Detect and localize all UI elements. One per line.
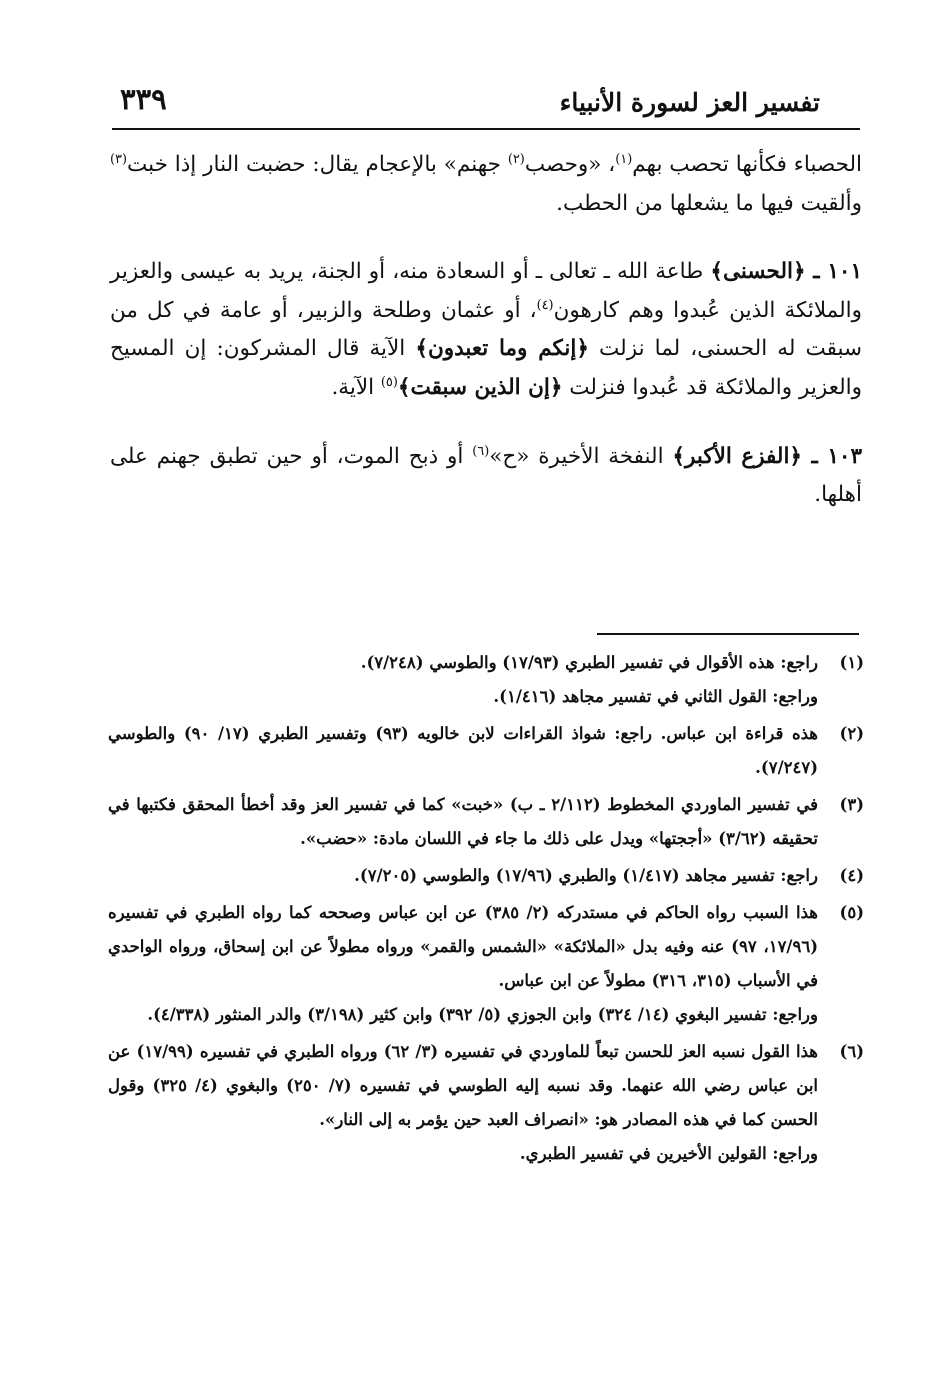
page-number: ٣٣٩ xyxy=(120,82,167,116)
header-rule xyxy=(112,128,860,130)
footnotes xyxy=(108,646,864,1174)
footnote-ref: (١) xyxy=(615,151,633,167)
footnote-6 xyxy=(108,1035,864,1171)
verse-number: ١٠١ ـ xyxy=(805,259,862,285)
footnote-text: وراجع: القول الثاني في تفسير مجاهد (١/٤١٦). xyxy=(493,687,818,706)
footnote-text: هذه قراءة ابن عباس. راجع: شواذ القراءات لابن خالويه (٩٣) وتفسير الطبري (١٧/ ٩٠) والطوسي (٧/٢٤٧). xyxy=(108,724,818,777)
text-run: وألقيت فيها ما يشعلها من الحطب. xyxy=(556,190,862,216)
footnote-5 xyxy=(108,896,864,1032)
footnote-separator xyxy=(597,633,859,635)
footnote-text: وراجع: القولين الأخيرين في تفسير الطبري. xyxy=(519,1144,818,1163)
footnote-ref: (٦) xyxy=(472,443,490,459)
footnote-number: (١) xyxy=(839,653,864,672)
paragraph-verse-101 xyxy=(110,253,862,407)
verse-number: ١٠٣ ـ xyxy=(802,443,862,469)
footnote-number: (٤) xyxy=(839,866,864,885)
footnote-text: في تفسير الماوردي المخطوط (٢/١١٢ ـ ب) «خبت» كما في تفسير العز وقد أخطأ المحقق فكتبها في تحقيقه (٣/٦٢) «أججتها» ويدل على ذلك ما جاء في اللسان مادة: «حضب». xyxy=(108,795,818,848)
quranic-quote: ﴿إنكم وما تعبدون﴾ xyxy=(415,336,589,362)
text-run: الآية. xyxy=(331,374,381,400)
paragraph-continuation xyxy=(110,146,862,223)
footnote-ref: (٥) xyxy=(380,374,398,390)
footnote-4 xyxy=(108,859,864,893)
text-run: ، أو عثمان وطلحة والزبير، أو عامة في كل من سبقت له الحسنى، لما نزلت xyxy=(110,297,862,362)
footnote-ref: (٤) xyxy=(536,297,554,313)
footnote-text: وراجع: تفسير البغوي (١٤/ ٣٢٤) وابن الجوزي (٥/ ٣٩٢) وابن كثير (٣/١٩٨) والدر المنثور (٤/٣٣٨). xyxy=(147,1005,818,1024)
page-header xyxy=(112,78,860,124)
main-text xyxy=(110,146,862,515)
text-run: ، «وحصب xyxy=(524,152,616,177)
footnote-2 xyxy=(108,717,864,785)
footnote-3 xyxy=(108,788,864,856)
footnote-1 xyxy=(108,646,864,714)
text-run: الآية قال المشركون: إن المسيح والعزير والملائكة قد عُبدوا فنزلت xyxy=(110,336,862,400)
footnote-text: هذا القول نسبه العز للحسن تبعاً للماوردي في تفسيره (٣/ ٦٢) ورواه الطبري في تفسيره (١٧/٩٩) عن ابن عباس رضي الله عنهما. وقد نسبه إليه الطوسي في تفسيره (٧/ ٢٥٠) والبغوي (٤/ ٣٢٥) وقول الحسن كما في هذه المصادر هو: «انصراف العبد حين يؤمر به إلى النار». xyxy=(108,1042,819,1129)
footnote-text: راجع: هذه الأقوال في تفسير الطبري (١٧/٩٣) والطوسي (٧/٢٤٨). xyxy=(360,653,818,672)
footnote-number: (٥) xyxy=(839,903,864,922)
text-run: جهنم» بالإعجام يقال: حضبت النار إذا خبت xyxy=(127,152,508,177)
quranic-quote: ﴿إن الذين سبقت﴾ xyxy=(397,374,563,400)
footnote-number: (٢) xyxy=(839,724,864,743)
footnote-text: هذا السبب رواه الحاكم في مستدركه (٢/ ٣٨٥) عن ابن عباس وصححه كما رواه الطبري في تفسيره (١٧/٩٦، ٩٧) عنه وفيه بدل «الملائكة» «الشمس والقمر» ورواه مطولاً عن ابن إسحاق، ورواه الواحدي في الأسباب (٣١٥، ٣١٦) مطولاً عن ابن عباس. xyxy=(108,903,819,990)
footnote-ref: (٣) xyxy=(110,151,127,167)
text-run: الحصباء فكأنها تحصب بهم xyxy=(632,152,863,177)
footnote-number: (٦) xyxy=(839,1042,864,1061)
text-run: طاعة الله ـ تعالى ـ أو السعادة منه، أو الجنة، يريد به عيسى والعزير والملائكة الذين عُبدوا وهم كارهون xyxy=(110,259,863,323)
footnote-ref: (٢) xyxy=(507,151,525,167)
text-run: النفخة الأخيرة «ح» xyxy=(489,443,673,469)
running-title: تفسير العز لسورة الأنبياء xyxy=(559,88,820,117)
footnote-number: (٣) xyxy=(839,795,864,814)
paragraph-verse-103 xyxy=(110,438,862,515)
quranic-term: ﴿الفزع الأكبر﴾ xyxy=(672,443,803,469)
quranic-term: ﴿الحسنى﴾ xyxy=(710,259,806,285)
footnote-text: راجع: تفسير مجاهد (١/٤١٧) والطبري (١٧/٩٦) والطوسي (٧/٢٠٥). xyxy=(354,866,818,885)
text-run: أو ذبح الموت، أو حين تطبق جهنم على أهلها. xyxy=(110,443,862,508)
